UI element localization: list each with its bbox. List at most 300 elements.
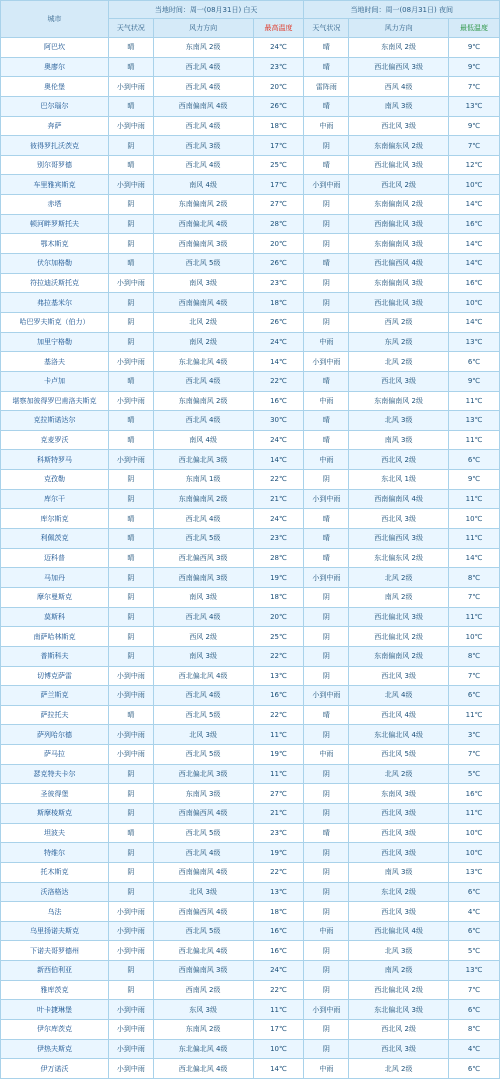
day-wind: 西北风 5级 xyxy=(153,705,253,725)
night-min-temp: 9℃ xyxy=(449,116,500,136)
day-wind: 东北偏北风 4级 xyxy=(153,1039,253,1059)
city-link[interactable]: 顿河畔罗斯托夫 xyxy=(1,214,109,234)
table-row xyxy=(1,784,500,804)
night-min-temp: 3℃ xyxy=(449,725,500,745)
day-weather: 小到中雨 xyxy=(108,1039,153,1059)
night-min-temp: 6℃ xyxy=(449,1059,500,1079)
day-max-temp: 11℃ xyxy=(253,1000,304,1020)
day-max-temp: 30℃ xyxy=(253,411,304,431)
table-row xyxy=(1,646,500,666)
day-wind: 西北风 5级 xyxy=(153,254,253,274)
night-weather: 阴 xyxy=(304,1020,349,1040)
night-weather: 阴 xyxy=(304,273,349,293)
night-weather: 阴 xyxy=(304,136,349,156)
night-weather: 中雨 xyxy=(304,391,349,411)
day-max-temp: 17℃ xyxy=(253,1020,304,1040)
night-min-temp: 10℃ xyxy=(449,293,500,313)
night-wind: 北风 4级 xyxy=(349,686,449,706)
day-max-temp: 27℃ xyxy=(253,195,304,215)
city-link[interactable]: 特维尔 xyxy=(1,843,109,863)
table-row xyxy=(1,1039,500,1059)
night-weather: 中雨 xyxy=(304,1059,349,1079)
day-wind: 西北风 5级 xyxy=(153,921,253,941)
night-min-temp: 11℃ xyxy=(449,607,500,627)
night-min-temp: 10℃ xyxy=(449,509,500,529)
night-weather: 晴 xyxy=(304,96,349,116)
night-min-temp: 14℃ xyxy=(449,234,500,254)
table-row xyxy=(1,961,500,981)
day-wind: 西北偏北风 4级 xyxy=(153,666,253,686)
day-wind: 西北风 4级 xyxy=(153,371,253,391)
city-link[interactable]: 符拉迪沃斯托克 xyxy=(1,273,109,293)
night-wind: 西风 4级 xyxy=(349,77,449,97)
day-wind: 南风 3级 xyxy=(153,587,253,607)
city-link[interactable]: 克孜勒 xyxy=(1,470,109,490)
night-min-temp: 13℃ xyxy=(449,961,500,981)
day-wind: 东南风 2级 xyxy=(153,1020,253,1040)
night-wind: 北风 3级 xyxy=(349,941,449,961)
city-link[interactable]: 伊热夫斯克 xyxy=(1,1039,109,1059)
night-wind: 东南偏东风 2级 xyxy=(349,136,449,156)
day-weather: 阴 xyxy=(108,784,153,804)
day-max-temp: 16℃ xyxy=(253,391,304,411)
table-body xyxy=(1,38,500,1079)
table-row xyxy=(1,823,500,843)
night-min-temp: 7℃ xyxy=(449,745,500,765)
night-weather: 阴 xyxy=(304,293,349,313)
day-max-temp: 16℃ xyxy=(253,941,304,961)
day-wind: 东南偏南风 2级 xyxy=(153,391,253,411)
night-min-temp: 10℃ xyxy=(449,175,500,195)
city-link[interactable]: 基洛夫 xyxy=(1,352,109,372)
day-max-temp: 19℃ xyxy=(253,745,304,765)
day-max-temp: 22℃ xyxy=(253,646,304,666)
day-max-temp: 18℃ xyxy=(253,902,304,922)
night-min-temp: 14℃ xyxy=(449,548,500,568)
night-min-temp: 11℃ xyxy=(449,529,500,549)
day-max-temp: 11℃ xyxy=(253,725,304,745)
day-max-temp: 19℃ xyxy=(253,843,304,863)
day-wind: 西北风 4级 xyxy=(153,155,253,175)
day-wind: 西南偏北风 4级 xyxy=(153,214,253,234)
table-row xyxy=(1,509,500,529)
day-wind: 西北偏北风 4级 xyxy=(153,941,253,961)
day-wind: 西南偏南风 3级 xyxy=(153,234,253,254)
day-weather: 小到中雨 xyxy=(108,450,153,470)
day-max-temp: 11℃ xyxy=(253,764,304,784)
city-link[interactable]: 萨兰斯克 xyxy=(1,686,109,706)
night-min-temp: 6℃ xyxy=(449,352,500,372)
night-weather: 阴 xyxy=(304,980,349,1000)
night-wind: 东南偏南风 2级 xyxy=(349,646,449,666)
night-wind: 西北偏北风 3级 xyxy=(349,607,449,627)
night-min-temp: 10℃ xyxy=(449,823,500,843)
table-row xyxy=(1,627,500,647)
day-wind: 东南偏南风 2级 xyxy=(153,195,253,215)
day-max-temp: 16℃ xyxy=(253,686,304,706)
day-wind: 西北风 4级 xyxy=(153,57,253,77)
day-weather: 阴 xyxy=(108,214,153,234)
day-wind: 东南风 2级 xyxy=(153,38,253,58)
city-link[interactable]: 伊尔库茨克 xyxy=(1,1020,109,1040)
day-weather: 晴 xyxy=(108,529,153,549)
day-wind: 南风 4级 xyxy=(153,430,253,450)
night-wind: 北风 3级 xyxy=(349,411,449,431)
night-weather: 晴 xyxy=(304,823,349,843)
day-weather: 小到中雨 xyxy=(108,745,153,765)
day-wind: 西北偏西风 3级 xyxy=(153,548,253,568)
city-link[interactable]: 车里雅宾斯克 xyxy=(1,175,109,195)
city-link[interactable]: 卡卢加 xyxy=(1,371,109,391)
day-weather: 晴 xyxy=(108,96,153,116)
table-row xyxy=(1,155,500,175)
table-row xyxy=(1,666,500,686)
day-wind: 北风 2级 xyxy=(153,312,253,332)
city-link[interactable]: 库尔干 xyxy=(1,489,109,509)
day-wind: 西北风 3级 xyxy=(153,136,253,156)
night-weather: 阴 xyxy=(304,627,349,647)
day-wind: 西北风 5级 xyxy=(153,745,253,765)
table-row xyxy=(1,175,500,195)
day-wind: 东南偏南风 2级 xyxy=(153,489,253,509)
table-row xyxy=(1,1059,500,1079)
night-weather: 阴 xyxy=(304,882,349,902)
city-link[interactable]: 雅库茨克 xyxy=(1,980,109,1000)
city-link[interactable]: 乌法 xyxy=(1,902,109,922)
city-link[interactable]: 克麦罗沃 xyxy=(1,430,109,450)
night-min-temp: 16℃ xyxy=(449,784,500,804)
night-weather: 晴 xyxy=(304,371,349,391)
day-max-temp: 26℃ xyxy=(253,254,304,274)
city-link[interactable]: 坦波夫 xyxy=(1,823,109,843)
day-wind: 西北风 4级 xyxy=(153,509,253,529)
city-link[interactable]: 库尔斯克 xyxy=(1,509,109,529)
city-link[interactable]: 托木斯克 xyxy=(1,862,109,882)
day-max-temp: 23℃ xyxy=(253,57,304,77)
night-wind: 西风 2级 xyxy=(349,312,449,332)
day-weather: 阴 xyxy=(108,312,153,332)
city-link[interactable]: 下诺夫哥罗德州 xyxy=(1,941,109,961)
day-wind: 西北风 5级 xyxy=(153,823,253,843)
night-wind: 西北风 3级 xyxy=(349,666,449,686)
night-wind: 东北偏北风 4级 xyxy=(349,725,449,745)
day-max-temp: 20℃ xyxy=(253,77,304,97)
night-weather: 中雨 xyxy=(304,332,349,352)
day-max-temp: 17℃ xyxy=(253,136,304,156)
night-wind: 东风 2级 xyxy=(349,332,449,352)
day-max-temp: 22℃ xyxy=(253,705,304,725)
city-link[interactable]: 奥廖尔 xyxy=(1,57,109,77)
city-link[interactable]: 乌里扬诺夫斯克 xyxy=(1,921,109,941)
city-link[interactable]: 马加丹 xyxy=(1,568,109,588)
night-min-temp: 6℃ xyxy=(449,921,500,941)
night-weather: 阴 xyxy=(304,646,349,666)
night-min-temp: 7℃ xyxy=(449,980,500,1000)
day-max-temp: 18℃ xyxy=(253,116,304,136)
day-wind: 西南偏西风 4级 xyxy=(153,803,253,823)
night-weather: 阴 xyxy=(304,214,349,234)
day-max-temp: 22℃ xyxy=(253,470,304,490)
night-wind: 东北风 2级 xyxy=(349,882,449,902)
day-max-temp: 18℃ xyxy=(253,293,304,313)
night-min-temp: 11℃ xyxy=(449,489,500,509)
night-weather: 阴 xyxy=(304,803,349,823)
night-min-temp: 8℃ xyxy=(449,646,500,666)
night-wind: 西北风 3级 xyxy=(349,1039,449,1059)
night-weather: 小到中雨 xyxy=(304,686,349,706)
city-link[interactable]: 堪察加彼得罗巴甫洛夫斯克 xyxy=(1,391,109,411)
day-max-temp: 22℃ xyxy=(253,371,304,391)
day-weather: 阴 xyxy=(108,587,153,607)
night-weather: 晴 xyxy=(304,529,349,549)
day-weather: 阴 xyxy=(108,961,153,981)
day-wind: 西北风 4级 xyxy=(153,411,253,431)
night-weather: 中雨 xyxy=(304,921,349,941)
day-max-temp: 25℃ xyxy=(253,155,304,175)
night-weather: 阴 xyxy=(304,764,349,784)
night-weather: 阴 xyxy=(304,234,349,254)
day-max-temp: 23℃ xyxy=(253,823,304,843)
city-link[interactable]: 莫斯科 xyxy=(1,607,109,627)
day-max-temp: 20℃ xyxy=(253,234,304,254)
table-row xyxy=(1,1020,500,1040)
night-min-temp: 16℃ xyxy=(449,273,500,293)
night-wind: 东南偏南风 3级 xyxy=(349,234,449,254)
night-wind: 北风 2级 xyxy=(349,568,449,588)
table-row xyxy=(1,980,500,1000)
day-wind: 西北偏北风 3级 xyxy=(153,450,253,470)
night-weather: 晴 xyxy=(304,155,349,175)
night-min-temp: 9℃ xyxy=(449,470,500,490)
table-row xyxy=(1,568,500,588)
day-weather: 晴 xyxy=(108,823,153,843)
day-wind: 西南风 2级 xyxy=(153,980,253,1000)
night-weather: 晴 xyxy=(304,548,349,568)
night-wind: 东北偏北风 3级 xyxy=(349,1000,449,1020)
city-link[interactable]: 奔萨 xyxy=(1,116,109,136)
day-wind: 西北风 4级 xyxy=(153,116,253,136)
night-min-temp: 16℃ xyxy=(449,214,500,234)
night-min-temp: 8℃ xyxy=(449,1020,500,1040)
table-row xyxy=(1,745,500,765)
city-link[interactable]: 克拉斯诺达尔 xyxy=(1,411,109,431)
night-wind: 西北风 5级 xyxy=(349,745,449,765)
city-link[interactable]: 萨拉托夫 xyxy=(1,705,109,725)
day-wind: 西北风 5级 xyxy=(153,529,253,549)
night-wind: 东南风 3级 xyxy=(349,784,449,804)
day-weather: 阴 xyxy=(108,646,153,666)
night-time-header: 当地时间：周一(08月31日) 夜间 xyxy=(304,1,500,19)
table-row xyxy=(1,764,500,784)
night-wind: 西北偏西风 3级 xyxy=(349,529,449,549)
city-link[interactable]: 彼得罗扎沃茨克 xyxy=(1,136,109,156)
city-link[interactable]: 萨列哈尔德 xyxy=(1,725,109,745)
night-wind: 西南偏南风 4级 xyxy=(349,489,449,509)
table-row xyxy=(1,902,500,922)
night-wind: 南风 2级 xyxy=(349,961,449,981)
city-link[interactable]: 圣彼得堡 xyxy=(1,784,109,804)
night-wind: 东南偏南风 2级 xyxy=(349,391,449,411)
table-row xyxy=(1,332,500,352)
night-min-temp: 13℃ xyxy=(449,96,500,116)
city-header: 城市 xyxy=(1,1,109,38)
table-row xyxy=(1,371,500,391)
night-weather: 阴 xyxy=(304,862,349,882)
night-weather: 阴 xyxy=(304,587,349,607)
night-min-temp: 4℃ xyxy=(449,902,500,922)
city-link[interactable]: 弗拉基米尔 xyxy=(1,293,109,313)
day-wind: 东南风 1级 xyxy=(153,470,253,490)
table-row xyxy=(1,38,500,58)
table-row xyxy=(1,312,500,332)
night-min-temp: 11℃ xyxy=(449,705,500,725)
table-row xyxy=(1,430,500,450)
day-max-temp: 17℃ xyxy=(253,175,304,195)
night-wind: 南风 3级 xyxy=(349,430,449,450)
day-weather: 阴 xyxy=(108,843,153,863)
day-weather: 小到中雨 xyxy=(108,77,153,97)
day-time-header: 当地时间：周一(08月31日) 白天 xyxy=(108,1,304,19)
city-link[interactable]: 阿巴坎 xyxy=(1,38,109,58)
city-link[interactable]: 斯摩棱斯克 xyxy=(1,803,109,823)
day-max-temp: 24℃ xyxy=(253,332,304,352)
night-wind: 西北风 3级 xyxy=(349,116,449,136)
city-link[interactable]: 迈科普 xyxy=(1,548,109,568)
night-wind: 东北偏东风 2级 xyxy=(349,548,449,568)
night-weather: 小到中雨 xyxy=(304,175,349,195)
day-max-temp: 28℃ xyxy=(253,214,304,234)
day-max-temp: 23℃ xyxy=(253,273,304,293)
night-min-temp: 13℃ xyxy=(449,411,500,431)
night-weather: 阴 xyxy=(304,725,349,745)
night-wind: 西北风 3级 xyxy=(349,371,449,391)
day-weather: 晴 xyxy=(108,548,153,568)
day-wind: 西南偏南风 3级 xyxy=(153,568,253,588)
table-row xyxy=(1,136,500,156)
day-weather: 晴 xyxy=(108,411,153,431)
night-min-temp: 6℃ xyxy=(449,1000,500,1020)
city-link[interactable]: 萨马拉 xyxy=(1,745,109,765)
city-link[interactable]: 哈巴罗夫斯克（伯力） xyxy=(1,312,109,332)
day-weather: 阴 xyxy=(108,862,153,882)
night-wind: 西北偏北风 2级 xyxy=(349,627,449,647)
city-link[interactable]: 巴尔瑙尔 xyxy=(1,96,109,116)
city-link[interactable]: 科斯特罗马 xyxy=(1,450,109,470)
day-max-temp: 13℃ xyxy=(253,882,304,902)
city-link[interactable]: 赤塔 xyxy=(1,195,109,215)
day-weather: 小到中雨 xyxy=(108,1059,153,1079)
night-min-temp: 11℃ xyxy=(449,803,500,823)
day-wind-header: 风力方向 xyxy=(153,19,253,38)
day-weather: 小到中雨 xyxy=(108,175,153,195)
day-max-temp: 21℃ xyxy=(253,803,304,823)
day-wind: 西北偏北风 4级 xyxy=(153,1059,253,1079)
city-link[interactable]: 别尔哥罗德 xyxy=(1,155,109,175)
city-link[interactable]: 伊万诺沃 xyxy=(1,1059,109,1079)
night-min-temp: 10℃ xyxy=(449,627,500,647)
city-link[interactable]: 伏尔加格勒 xyxy=(1,254,109,274)
city-link[interactable]: 鄂木斯克 xyxy=(1,234,109,254)
day-weather: 小到中雨 xyxy=(108,902,153,922)
day-max-temp: 26℃ xyxy=(253,96,304,116)
day-max-temp: 14℃ xyxy=(253,450,304,470)
day-wind: 西南偏南风 4级 xyxy=(153,96,253,116)
day-weather: 阴 xyxy=(108,568,153,588)
night-weather: 中雨 xyxy=(304,450,349,470)
city-link[interactable]: 普斯科夫 xyxy=(1,646,109,666)
night-wind-header: 风力方向 xyxy=(349,19,449,38)
city-link[interactable]: 利佩茨克 xyxy=(1,529,109,549)
night-weather: 阴 xyxy=(304,312,349,332)
table-row xyxy=(1,470,500,490)
night-min-temp: 9℃ xyxy=(449,38,500,58)
day-weather: 晴 xyxy=(108,371,153,391)
day-max-temp: 27℃ xyxy=(253,784,304,804)
night-min-temp: 8℃ xyxy=(449,568,500,588)
day-wind: 东风 3级 xyxy=(153,1000,253,1020)
table-row xyxy=(1,391,500,411)
table-row xyxy=(1,607,500,627)
night-wind: 西北风 2级 xyxy=(349,1020,449,1040)
day-weather: 小到中雨 xyxy=(108,273,153,293)
night-min-temp: 5℃ xyxy=(449,764,500,784)
city-link[interactable]: 切博克萨雷 xyxy=(1,666,109,686)
city-link[interactable]: 沃洛格达 xyxy=(1,882,109,902)
day-wind: 南风 4级 xyxy=(153,175,253,195)
table-row xyxy=(1,116,500,136)
day-max-temp: 16℃ xyxy=(253,921,304,941)
day-weather: 阴 xyxy=(108,136,153,156)
day-weather: 晴 xyxy=(108,705,153,725)
night-min-temp: 7℃ xyxy=(449,136,500,156)
day-max-temp: 19℃ xyxy=(253,568,304,588)
day-weather: 阴 xyxy=(108,607,153,627)
night-min-temp: 9℃ xyxy=(449,371,500,391)
table-row xyxy=(1,882,500,902)
day-wind: 北风 3级 xyxy=(153,882,253,902)
table-row xyxy=(1,234,500,254)
night-min-temp: 4℃ xyxy=(449,1039,500,1059)
night-weather: 阴 xyxy=(304,784,349,804)
night-weather-header: 天气状况 xyxy=(304,19,349,38)
day-weather: 晴 xyxy=(108,509,153,529)
city-link[interactable]: 奥伦堡 xyxy=(1,77,109,97)
night-wind: 西北偏西风 4级 xyxy=(349,254,449,274)
city-link[interactable]: 加里宁格勒 xyxy=(1,332,109,352)
night-weather: 中雨 xyxy=(304,745,349,765)
city-link[interactable]: 摩尔曼斯克 xyxy=(1,587,109,607)
day-weather: 阴 xyxy=(108,470,153,490)
day-wind: 西风 2级 xyxy=(153,627,253,647)
night-wind: 东南风 2级 xyxy=(349,38,449,58)
city-link[interactable]: 叶卡捷琳堡 xyxy=(1,1000,109,1020)
day-max-temp: 20℃ xyxy=(253,607,304,627)
night-wind: 东南偏南风 2级 xyxy=(349,195,449,215)
night-weather: 阴 xyxy=(304,195,349,215)
city-link[interactable]: 南萨哈林斯克 xyxy=(1,627,109,647)
day-weather: 小到中雨 xyxy=(108,391,153,411)
day-weather: 晴 xyxy=(108,430,153,450)
night-min-temp: 10℃ xyxy=(449,843,500,863)
night-min-temp: 14℃ xyxy=(449,254,500,274)
day-max-temp: 18℃ xyxy=(253,587,304,607)
night-weather: 晴 xyxy=(304,254,349,274)
header-row-1 xyxy=(1,1,500,19)
city-link[interactable]: 瑟克特夫卡尔 xyxy=(1,764,109,784)
city-link[interactable]: 新西伯利亚 xyxy=(1,961,109,981)
night-wind: 西北风 3级 xyxy=(349,902,449,922)
table-row xyxy=(1,803,500,823)
